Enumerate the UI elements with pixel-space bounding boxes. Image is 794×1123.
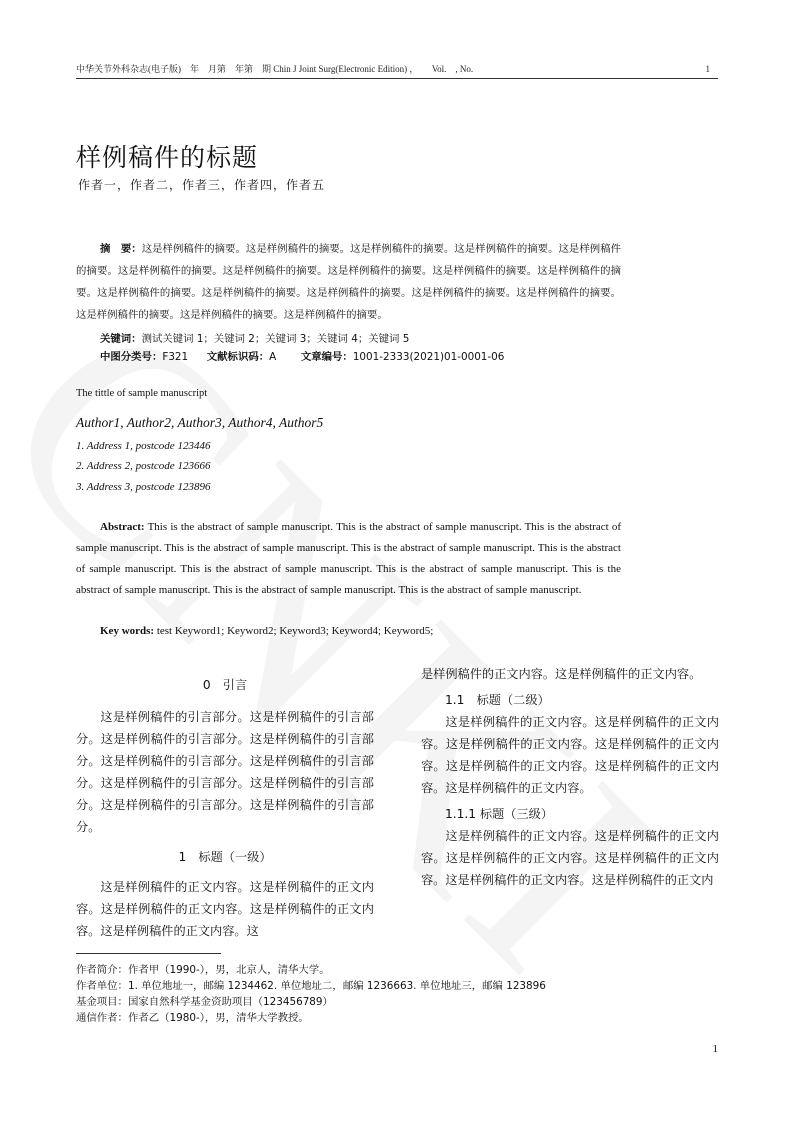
abstract-cn <box>76 238 621 326</box>
section-1-1-1-text: 这是样例稿件的正文内容。这是样例稿件的正文内容。这是样例稿件的正文内容。这是样例稿件的正文内容。这是样例稿件的正文内容。这是样例稿件的正文内 <box>421 829 719 887</box>
address-2: 2. Address 2, postcode 123666 <box>76 460 211 472</box>
footnote-corresponding-author: 通信作者：作者乙（1980-），男，清华大学教授。 <box>76 1012 309 1024</box>
section-1-text-a: 这是样例稿件的正文内容。这是样例稿件的正文内容。这是样例稿件的正文内容。这是样例稿件的正文内容。这是样例稿件的正文内容。这 <box>76 880 374 938</box>
footnote-funding: 基金项目：国家自然科学基金资助项目（123456789） <box>76 996 333 1008</box>
section-1-1-text: 这是样例稿件的正文内容。这是样例稿件的正文内容。这是样例稿件的正文内容。这是样例稿件的正文内容。这是样例稿件的正文内容。这是样例稿件的正文内容。这是样例稿件的正文内容。 <box>421 715 719 795</box>
article-number-value: 1001-2333(2021)01-0001-06 <box>352 351 505 363</box>
paper-title: 样例稿件的标题 <box>76 143 259 172</box>
section-1-1-heading: 1.1 标题（二级） <box>445 693 550 707</box>
keywords-en-text: test Keyword1; Keyword2; Keyword3; Keyword4; Keyword5; <box>154 625 434 637</box>
keywords-cn-label: 关键词： <box>100 333 142 345</box>
address-1: 1. Address 1, postcode 123446 <box>76 440 211 452</box>
body-right-column <box>421 663 719 891</box>
footnote-author-bio: 作者简介：作者甲（1990-），男，北京人，清华大学。 <box>76 964 330 976</box>
english-title: The tittle of sample manuscript <box>76 388 208 399</box>
section-1-1-1-heading: 1.1.1 标题（三级） <box>445 807 554 821</box>
footnote-affiliations: 作者单位：1. 单位地址一，邮编 1234462. 单位地址二，邮编 1236663. 单位地址三，邮编 123896 <box>76 980 546 992</box>
section-1-text-b: 是样例稿件的正文内容。这是样例稿件的正文内容。 <box>421 667 702 681</box>
footnote-divider <box>76 953 221 954</box>
clc-value: F321 <box>162 351 189 363</box>
running-header <box>76 60 718 79</box>
doc-code-value: A <box>269 351 277 363</box>
keywords-cn-text: 测试关键词 1；关键词 2；关键词 3；关键词 4；关键词 5 <box>141 333 410 345</box>
keywords-en <box>100 625 433 637</box>
footnotes <box>76 962 546 1026</box>
classification-line <box>100 348 504 363</box>
abstract-cn-label: 摘 要： <box>100 243 142 255</box>
keywords-cn <box>100 330 409 345</box>
abstract-en-text: This is the abstract of sample manuscript. This is the abstract of sample manuscript. This is the abstract of sample manuscript. This is the abstract of sample manuscript. This is the abstract of sample manuscript. This is the abstract of sample manuscript. This is the abstract of sample manuscript. This is the abstract of sample manuscript. This is the abstract of sample manuscript. This is the abstract of sample manuscript. This is the abstract of sample manuscript. <box>76 521 621 596</box>
abstract-en <box>76 517 621 601</box>
abstract-cn-text: 这是样例稿件的摘要。这是样例稿件的摘要。这是样例稿件的摘要。这是样例稿件的摘要。这是样例稿件的摘要。这是样例稿件的摘要。这是样例稿件的摘要。这是样例稿件的摘要。这是样例稿件的摘要。这是样例稿件的摘要。这是样例稿件的摘要。这是样例稿件的摘要。这是样例稿件的摘要。这是样例稿件的摘要。这是样例稿件的摘要。这是样例稿件的摘要。这是样例稿件的摘要。这是样例稿件的摘要。 <box>76 243 622 321</box>
authors-cn: 作者一，作者二，作者三，作者四，作者五 <box>78 178 326 192</box>
section-0-text: 这是样例稿件的引言部分。这是样例稿件的引言部分。这是样例稿件的引言部分。这是样例稿件的引言部分。这是样例稿件的引言部分。这是样例稿件的引言部分。这是样例稿件的引言部分。这是样例稿件的引言部分。这是样例稿件的引言部分。这是样例稿件的引言部分。 <box>76 710 374 834</box>
article-number-label: 文章编号： <box>300 351 353 363</box>
address-3: 3. Address 3, postcode 123896 <box>76 481 211 493</box>
doc-code-label: 文献标识码： <box>206 351 270 363</box>
clc-label: 中图分类号： <box>100 351 163 363</box>
journal-citation: 中华关节外科杂志(电子版) 年 月第 年第 期 Chin J Joint Surg(Electronic Edition) ， Vol. , No. <box>76 64 474 74</box>
header-page-number: 1 <box>705 64 710 74</box>
abstract-en-label: Abstract: <box>100 521 145 533</box>
keywords-en-label: Key words: <box>100 625 155 637</box>
english-authors: Author1, Author2, Author3, Author4, Author5 <box>76 415 324 430</box>
body-left-column <box>76 674 374 942</box>
section-1-heading: 1 标题（一级） <box>178 850 272 864</box>
page-number: 1 <box>712 1043 718 1055</box>
section-0-heading: 0 引言 <box>202 678 248 692</box>
